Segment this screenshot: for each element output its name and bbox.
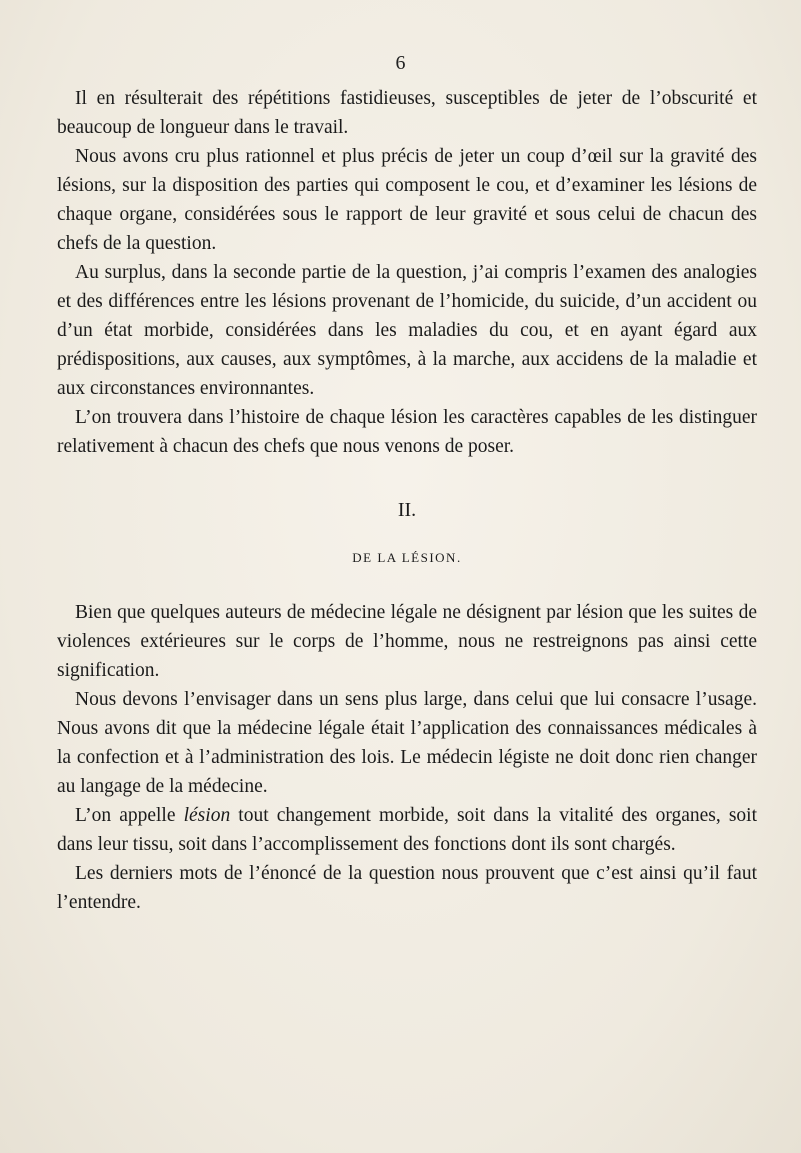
- paragraph-second-part: Au surplus, dans la seconde partie de la question, j’ai compris l’examen des analogies et des différences entre les lésions provenant de l’homicide, du suicide, d’un accident ou d’un état morbide, considérées dans les maladies du cou, et en ayant égard aux prédispositions, aux causes, aux symptômes, à la marche, aux accidens de la maladie et aux circonstances environnantes.: [57, 262, 757, 399]
- page-number: 6: [395, 52, 406, 74]
- paragraph-method: Nous avons cru plus rationnel et plus précis de jeter un coup d’œil sur la gravité des lésions, sur la disposition des parties qui composent le cou, et d’examiner les lésions de chaque organe, considérées sous le rapport de leur gravité et sous celui de chacun des chefs de la question.: [57, 146, 757, 254]
- section-title: DE LA LÉSION.: [352, 550, 462, 565]
- top-text-block: [57, 84, 757, 461]
- section-number: II.: [397, 499, 417, 521]
- paragraph-history: L’on trouvera dans l’histoire de chaque lésion les caractères capables de les distinguer relativement à chacun des chefs que nous venons de poser.: [57, 407, 757, 457]
- definition-before: L’on appelle: [75, 805, 184, 826]
- bottom-text-block: [57, 598, 757, 917]
- paragraph-repetitions: Il en résulterait des répétitions fastidieuses, susceptibles de jeter de l’obscurité et beaucoup de longueur dans le travail.: [57, 88, 757, 138]
- paragraph-final: Les derniers mots de l’énoncé de la question nous prouvent que c’est ainsi qu’il faut l’entendre.: [57, 863, 757, 913]
- definition-after: tout changement morbide, soit dans la vitalité des organes, soit dans leur tissu, soit dans l’accomplissement des fonctions dont ils sont chargés.: [57, 805, 757, 855]
- paragraph-definition-scope: Bien que quelques auteurs de médecine légale ne désignent par lésion que les suites de violences extérieures sur le corps de l’homme, nous ne restreignons pas ainsi cette signification.: [57, 602, 757, 681]
- definition-term: lésion: [183, 805, 231, 826]
- section-heading: [57, 496, 757, 572]
- paragraph-broad-sense: Nous devons l’envisager dans un sens plus large, dans celui que lui consacre l’usage. Nous avons dit que la médecine légale était l’application des connaissances médicales à la confection et à l’administration des lois. Le médecin légiste ne doit donc rien changer au langage de la médecine.: [57, 689, 757, 797]
- paragraph-lesion-definition: [57, 801, 757, 859]
